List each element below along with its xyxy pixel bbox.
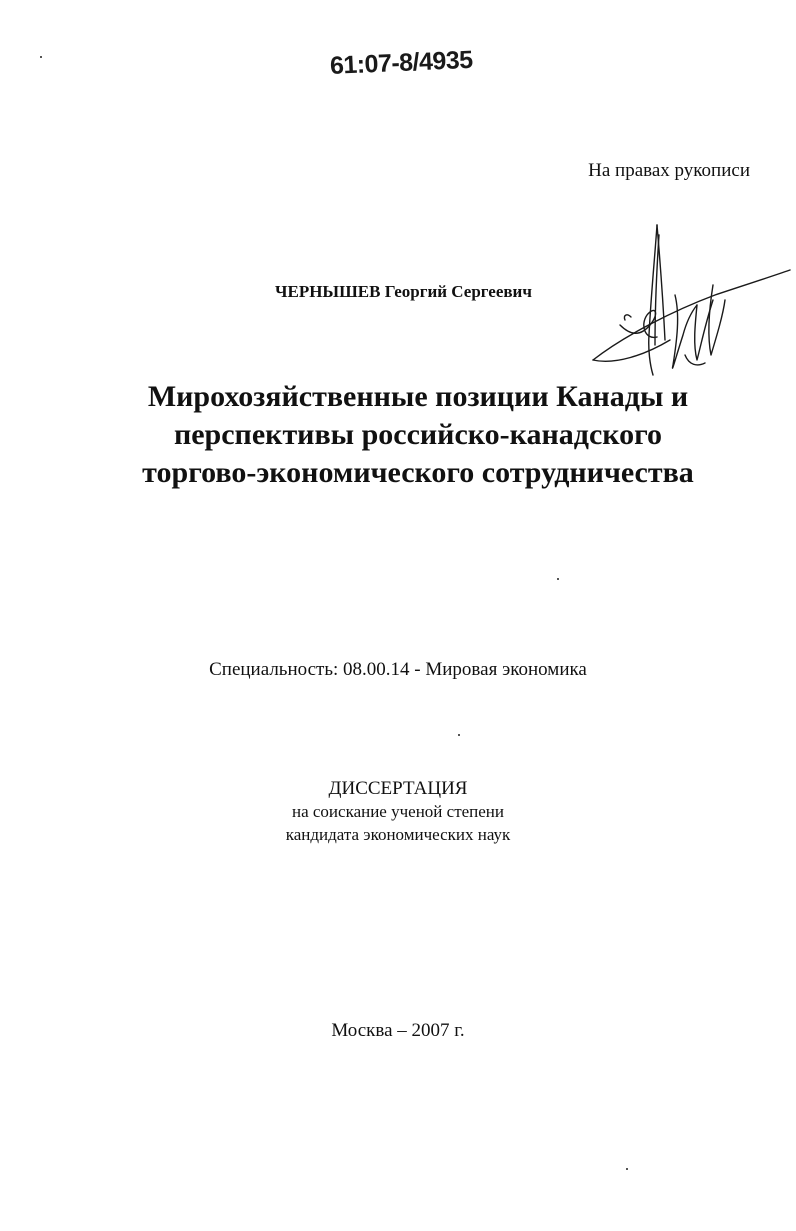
rights-notice: На правах рукописи — [588, 160, 750, 181]
title-line: Мирохозяйственные позиции Канады и — [147, 380, 689, 413]
degree-line: на соискание ученой степени — [291, 802, 505, 821]
archive-stamp-code: 61:07-8/4935 — [329, 45, 474, 80]
degree-line: кандидата экономических наук — [285, 825, 511, 844]
title-line: перспективы российско-канадского — [173, 418, 663, 451]
degree-block — [0, 777, 796, 846]
degree-heading: ДИССЕРТАЦИЯ — [328, 778, 468, 799]
scan-speck — [626, 1168, 628, 1170]
specialty-line: Специальность: 08.00.14 - Мировая экономика — [209, 659, 587, 680]
scan-speck — [557, 578, 559, 580]
city-year: Москва – 2007 г. — [331, 1020, 465, 1041]
dissertation-title — [60, 378, 776, 492]
title-line: торгово-экономического сотрудничества — [142, 456, 694, 489]
author-name: ЧЕРНЫШЕВ Георгий Сергеевич — [275, 282, 532, 301]
scan-speck — [40, 56, 42, 58]
signature-icon — [585, 215, 796, 395]
scan-speck — [458, 734, 460, 736]
